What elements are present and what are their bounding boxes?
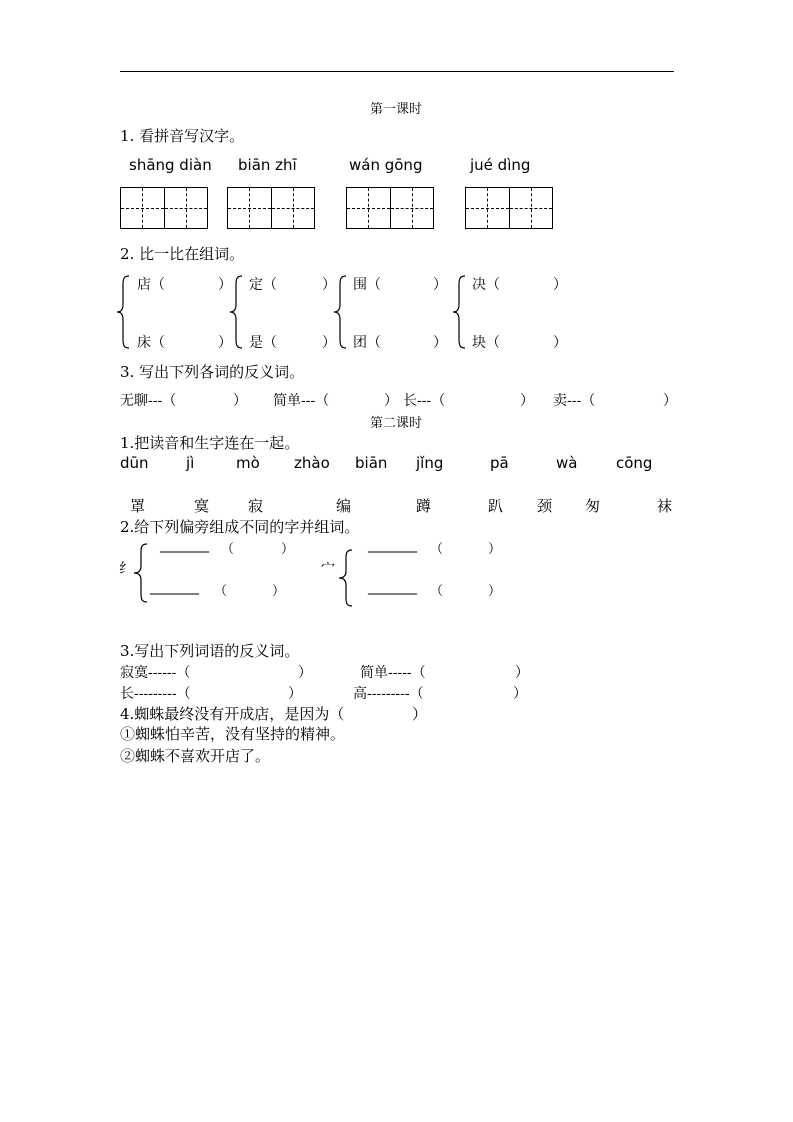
writing-grid-1[interactable] [120,187,208,229]
antonym-4-close: ） [663,393,677,409]
l2-char-4[interactable]: 编 [336,497,352,515]
pair-4-bottom-close: ） [553,335,567,351]
writing-grid-2[interactable] [227,187,315,229]
pair-1-bottom-close: ） [218,335,232,351]
lesson1-q1-title: 1. 看拼音写汉字。 [120,127,245,145]
l2-antonym-2-close: ） [515,665,529,681]
radical-1-open-2: （ [214,584,228,599]
l2-pinyin-2: jì [186,454,195,472]
l2-antonym-1: 寂寞------（ [120,665,191,681]
pair-3-bottom: 团（ [353,335,381,351]
lesson1-q2-title: 2. 比一比在组词。 [120,245,245,263]
pinyin-4: jué dìng [470,156,531,174]
radical-1-open-1: （ [221,542,235,557]
lesson2-q4-title: 4.蜘蛛最终没有开成店，是因为（ [120,705,345,723]
pair-2-bottom-close: ） [322,335,336,351]
l2-pinyin-1: dūn [120,454,149,472]
radical-1-blank-1[interactable]: _______ [160,537,209,553]
writing-grid-3[interactable] [346,187,434,229]
pair-3-bottom-close: ） [433,335,447,351]
antonym-3-close: ） [520,393,534,409]
header-rule [120,71,674,72]
pair-3-top-close: ） [433,277,447,293]
pair-3-top: 围（ [353,277,381,293]
q4-option-2[interactable]: ②蜘蛛不喜欢开店了。 [120,747,271,765]
l2-antonym-3-close: ） [288,686,302,702]
radical-2-open-2: （ [430,584,444,599]
antonym-2-close: ） [384,393,398,409]
radical-1-close-1: ） [281,542,295,557]
lesson2-q2-title: 2.给下列偏旁组成不同的字并组词。 [120,518,360,536]
l2-antonym-4: 高---------（ [353,686,424,702]
l2-pinyin-4: zhào [294,454,330,472]
l2-char-8[interactable]: 匆 [585,497,601,515]
antonym-3: 长---（ [403,393,446,409]
l2-pinyin-8: wà [556,454,578,472]
pinyin-2: biān zhī [238,156,297,174]
brace-4 [451,274,473,350]
l2-char-1[interactable]: 罩 [130,497,146,515]
l2-pinyin-9: cōng [616,454,653,472]
lesson1-title: 第一课时 [370,102,423,117]
lesson2-title: 第二课时 [370,416,423,431]
l2-char-3[interactable]: 寂 [248,497,264,515]
pinyin-1: shāng diàn [129,156,212,174]
l2-pinyin-7: pā [490,454,509,472]
radical-2-blank-2[interactable]: _______ [368,579,417,595]
lesson1-q3-title: 3. 写出下列各词的反义词。 [120,363,305,381]
writing-grid-4[interactable] [465,187,553,229]
l2-antonym-2: 简单-----（ [360,665,426,681]
pair-4-top: 决（ [472,277,500,293]
radical-2-close-1: ） [488,542,502,557]
radical-2: 宀 [321,561,335,577]
brace-6 [336,548,358,608]
antonym-4: 卖---（ [553,393,596,409]
pair-1-top-close: ） [218,277,232,293]
radical-2-close-2: ） [488,584,502,599]
lesson2-q1-title: 1.把读音和生字连在一起。 [120,434,300,452]
brace-1 [115,274,137,350]
l2-char-6[interactable]: 趴 [488,497,504,515]
radical-2-open-1: （ [430,542,444,557]
antonym-1: 无聊---（ [120,393,177,409]
l2-char-9[interactable]: 袜 [657,497,673,515]
l2-pinyin-6: jǐng [416,454,444,472]
q4-option-1[interactable]: ①蜘蛛怕辛苦，没有坚持的精神。 [120,725,346,743]
pair-2-top-close: ） [322,277,336,293]
pair-2-bottom: 是（ [249,335,277,351]
antonym-1-close: ） [233,393,247,409]
l2-pinyin-3: mò [236,454,260,472]
radical-1-close-2: ） [272,584,286,599]
l2-char-5[interactable]: 蹲 [416,497,432,515]
pair-1-top: 店（ [137,277,165,293]
l2-char-2[interactable]: 寞 [194,497,210,515]
pinyin-3: wán gōng [349,156,423,174]
pair-4-bottom: 块（ [472,335,500,351]
antonym-2: 简单---（ [273,393,330,409]
lesson2-q3-title: 3.写出下列词语的反义词。 [120,642,300,660]
l2-char-7[interactable]: 颈 [537,497,553,515]
pair-4-top-close: ） [553,277,567,293]
l2-pinyin-5: biān [355,454,388,472]
radical-1-blank-2[interactable]: _______ [150,579,199,595]
pair-1-bottom: 床（ [137,335,165,351]
l2-antonym-4-close: ） [513,686,527,702]
l2-antonym-1-close: ） [298,665,312,681]
radical-1: 纟 [119,561,133,577]
pair-2-top: 定（ [249,277,277,293]
lesson2-q4-close: ） [412,705,428,723]
radical-2-blank-1[interactable]: _______ [368,537,417,553]
l2-antonym-3: 长---------（ [120,686,191,702]
